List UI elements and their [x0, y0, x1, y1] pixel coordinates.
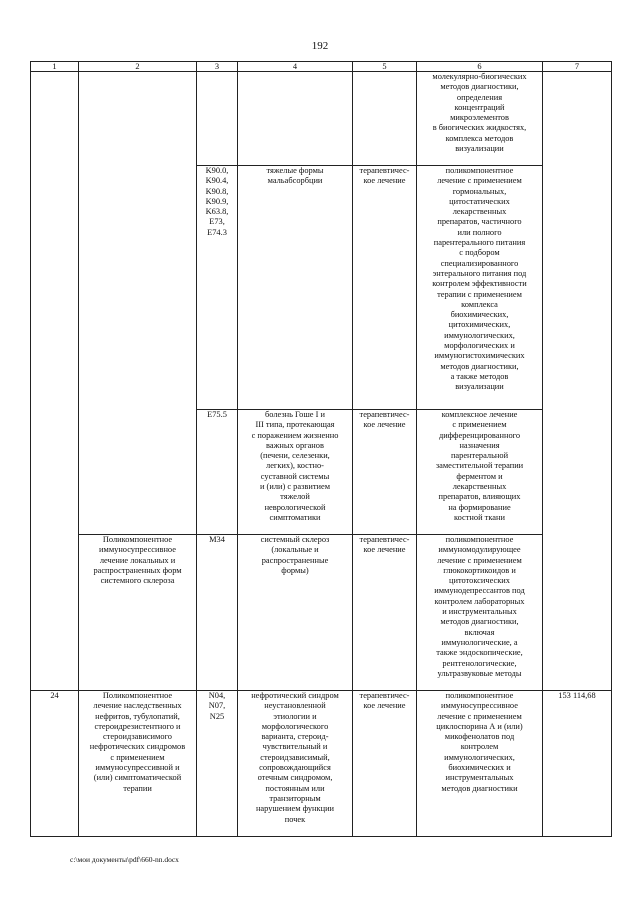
codes-cell: [197, 72, 238, 166]
codes-cell: E75.5: [197, 410, 238, 535]
column-number: 1: [31, 62, 79, 72]
column-number: 5: [353, 62, 417, 72]
treatment-type-cell: [353, 72, 417, 166]
method-cell: молекулярно-биогических методов диагностики, определения концентраций микроэлементов в биогических жидкостях, комплекса методов визуализации: [417, 72, 543, 166]
method-cell: комплексное лечение с применением дифференцированного назначения парентеральной заместительной терапии ферментом и лекарственных препаратов, влияющих на формирование костной ткани: [417, 410, 543, 535]
codes-cell: K90.0, K90.4, K90.8, K90.9, K63.8, E73, E74.3: [197, 166, 238, 410]
method-cell: поликомпонентное иммуносупрессивное лечение с применением циклоспорина А и (или) микофенолатов под контролем иммунологических, биохимических и инструментальных методов диагностики: [417, 691, 543, 837]
column-number: 2: [79, 62, 197, 72]
number-cell: [31, 72, 79, 691]
treatment-type-cell: терапевтичес- кое лечение: [353, 410, 417, 535]
column-number: 4: [238, 62, 353, 72]
disease-cell: системный склероз (локальные и распространенные формы): [238, 535, 353, 691]
name-cell: [79, 72, 197, 535]
table-row: [31, 72, 612, 166]
column-number: 7: [543, 62, 612, 72]
codes-cell: M34: [197, 535, 238, 691]
treatment-type-cell: терапевтичес- кое лечение: [353, 691, 417, 837]
codes-cell: N04, N07, N25: [197, 691, 238, 837]
disease-cell: [238, 72, 353, 166]
table-row: [31, 691, 612, 837]
table-row: [31, 535, 612, 691]
cost-cell: 153 114,68: [543, 691, 612, 837]
cost-cell: [543, 72, 612, 691]
disease-cell: нефротический синдром неустановленной этиологии и морфологического варианта, стероид- чувствительный и стероидзависимый, сопровождающийся отечным синдромом, постоянным или транзиторным нарушением функции почек: [238, 691, 353, 837]
name-cell: Поликомпонентное лечение наследственных нефритов, тубулопатий, стероидрезистентного и стероидзависимого нефротических синдромов с применением иммуносупрессивной и (или) симптоматической терапии: [79, 691, 197, 837]
column-number: 3: [197, 62, 238, 72]
column-number: 6: [417, 62, 543, 72]
treatment-type-cell: терапевтичес- кое лечение: [353, 535, 417, 691]
disease-cell: тяжелые формы мальабсорбции: [238, 166, 353, 410]
method-cell: поликомпонентное лечение с применением гормональных, цитостатических лекарственных препаратов, частичного или полного парентерального питания с подбором специализированного энтерального питания под контролем эффективности терапии с применением комплекса биохимических, цитохимических, иммунологических, морфологических и иммуногистохимических методов диагностики, а также методов визуализации: [417, 166, 543, 410]
page-number: 192: [311, 40, 329, 52]
number-cell: 24: [31, 691, 79, 837]
disease-cell: болезнь Гоше I и III типа, протекающая с поражением жизненно важных органов (печени, селезенки, легких), костно- суставной системы и (или) с развитием тяжелой неврологической симптоматики: [238, 410, 353, 535]
file-path-footer: c:\мои документы\pdf\660-nn.docx: [70, 855, 179, 864]
table-header-row: [31, 62, 612, 72]
name-cell: Поликомпонентное иммуносупрессивное лечение локальных и распространенных форм системного склероза: [79, 535, 197, 691]
treatment-type-cell: терапевтичес- кое лечение: [353, 166, 417, 410]
medical-care-table: [30, 61, 612, 837]
method-cell: поликомпонентное иммуномодулирующее лечение с применением глюкокортикоидов и цитотоксических иммунодепрессантов под контролем лабораторных и инструментальных методов диагностики, включая иммунологические, а также эндоскопические, рентгенологические, ультразвуковые методы: [417, 535, 543, 691]
